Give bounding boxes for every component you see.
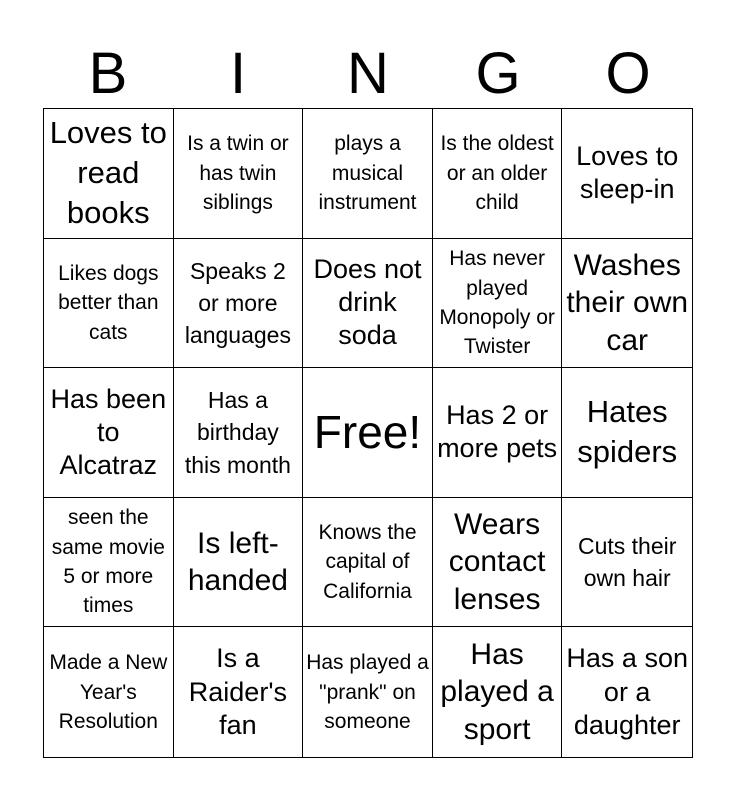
- header-letter-i: I: [229, 41, 247, 106]
- cell-text: Knows the capital of California: [318, 521, 417, 603]
- header-letter-n: N: [347, 41, 389, 106]
- bingo-cell[interactable]: [303, 239, 433, 369]
- bingo-cell[interactable]: [433, 239, 563, 369]
- cell-text: Likes dogs better than cats: [58, 261, 159, 344]
- cell-text: Loves to read books: [49, 114, 167, 231]
- cell-text: Has played a "prank" on someone: [306, 651, 429, 733]
- bingo-cell[interactable]: [562, 368, 692, 498]
- cell-text: Has a son or a daughter: [566, 643, 688, 740]
- bingo-cell[interactable]: [303, 627, 433, 757]
- bingo-cell[interactable]: [433, 627, 563, 757]
- cell-text: Free!: [313, 406, 422, 459]
- bingo-cell[interactable]: [433, 498, 563, 628]
- bingo-board: [43, 108, 693, 758]
- cell-text: Hates spiders: [577, 394, 678, 470]
- bingo-cell[interactable]: [174, 239, 304, 369]
- header-letter-g: G: [475, 41, 521, 106]
- cell-text: Loves to sleep-in: [576, 141, 679, 205]
- bingo-cell[interactable]: [562, 109, 692, 239]
- bingo-cell[interactable]: [174, 368, 304, 498]
- bingo-cell[interactable]: [44, 109, 174, 239]
- bingo-cell[interactable]: [174, 498, 304, 628]
- cell-text: Is a Raider's fan: [188, 643, 287, 740]
- cell-text: Does not drink soda: [313, 254, 422, 351]
- bingo-cell[interactable]: [174, 109, 304, 239]
- cell-text: Is a twin or has twin siblings: [187, 132, 289, 214]
- cell-text: Speaks 2 or more languages: [184, 257, 291, 348]
- cell-text: Washes their own car: [566, 248, 689, 357]
- bingo-cell[interactable]: [562, 627, 692, 757]
- cell-text: Has never played Monopoly or Twister: [439, 247, 555, 359]
- free-cell[interactable]: [303, 368, 433, 498]
- cell-text: Has 2 or more pets: [437, 400, 558, 464]
- cell-text: Has played a sport: [440, 637, 554, 746]
- bingo-cell[interactable]: [433, 109, 563, 239]
- cell-text: Has a birthday this month: [184, 387, 291, 478]
- bingo-cell[interactable]: [44, 498, 174, 628]
- cell-text: Cuts their own hair: [577, 532, 677, 592]
- bingo-cell[interactable]: [562, 498, 692, 628]
- cell-text: seen the same movie 5 or more times: [51, 506, 165, 618]
- header-letter-o: O: [605, 41, 651, 106]
- cell-text: plays a musical instrument: [318, 132, 417, 214]
- bingo-cell[interactable]: [303, 498, 433, 628]
- bingo-cell[interactable]: [44, 627, 174, 757]
- cell-text: Is left-handed: [187, 526, 288, 598]
- bingo-cell[interactable]: [303, 109, 433, 239]
- cell-text: Wears contact lenses: [448, 507, 546, 616]
- cell-text: Made a New Year's Resolution: [49, 651, 168, 733]
- bingo-cell[interactable]: [44, 239, 174, 369]
- bingo-cell[interactable]: [174, 627, 304, 757]
- bingo-cell[interactable]: [562, 239, 692, 369]
- cell-text: Has been to Alcatraz: [50, 383, 167, 481]
- cell-text: Is the oldest or an older child: [440, 132, 554, 214]
- header-letter-b: B: [88, 41, 128, 106]
- bingo-cell[interactable]: [44, 368, 174, 498]
- bingo-cell[interactable]: [433, 368, 563, 498]
- bingo-header: [43, 40, 693, 108]
